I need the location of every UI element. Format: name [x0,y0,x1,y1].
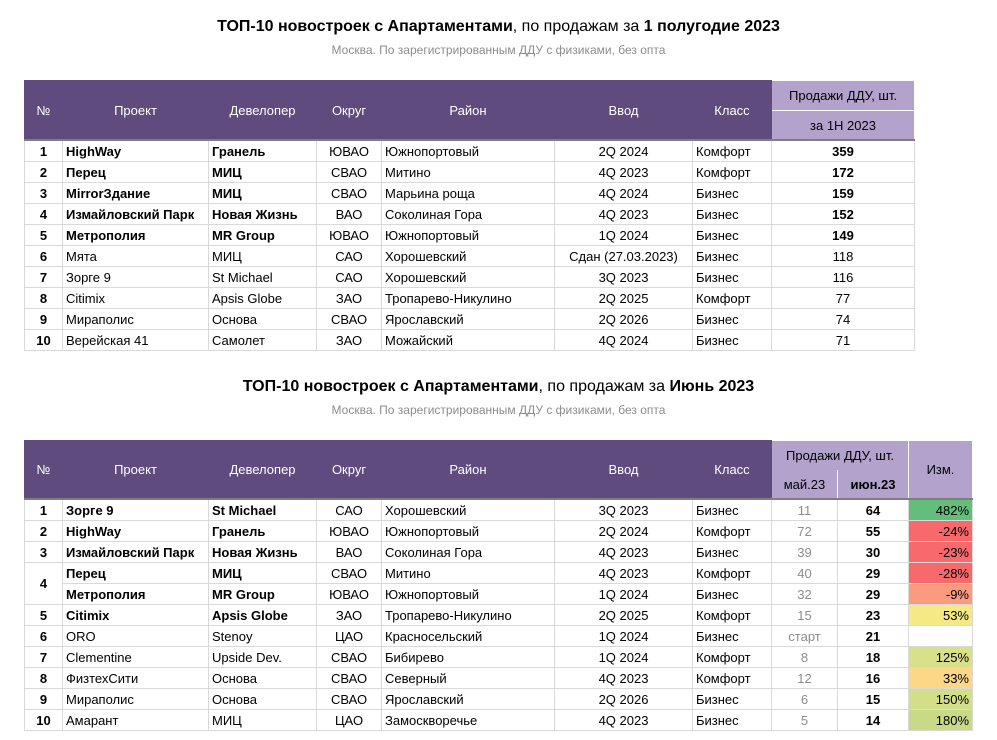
row-may-sales: 5 [772,710,838,731]
row-class: Комфорт [693,605,772,626]
row-num: 2 [25,521,63,542]
row-delivery: 4Q 2024 [555,330,693,351]
row-project: MirrorЗдание [63,183,209,204]
row-class: Бизнес [693,309,772,330]
row-area: Митино [382,563,555,584]
row-sales: 172 [772,162,915,183]
row-change: -23% [909,542,973,563]
table-row [25,542,973,563]
row-may-sales: старт [772,626,838,647]
row-delivery: 4Q 2023 [555,710,693,731]
row-sales: 77 [772,288,915,309]
row-class: Комфорт [693,162,772,183]
header-developer: Девелопер [209,441,317,500]
row-project: Измайловский Парк [63,204,209,225]
row-delivery: 4Q 2023 [555,563,693,584]
row-district: САО [317,246,382,267]
row-jun-sales: 18 [838,647,909,668]
row-district: ЦАО [317,626,382,647]
header-class: Класс [693,441,772,500]
row-delivery: 4Q 2023 [555,668,693,689]
row-project: HighWay [63,521,209,542]
row-area: Северный [382,668,555,689]
table-row [25,204,915,225]
row-area: Хорошевский [382,267,555,288]
row-developer: St Michael [209,499,317,521]
row-change: -9% [909,584,973,605]
row-area: Ярославский [382,689,555,710]
row-sales: 152 [772,204,915,225]
row-district: ВАО [317,204,382,225]
row-jun-sales: 21 [838,626,909,647]
header-district: Округ [317,81,382,141]
header-num: № [25,81,63,141]
row-may-sales: 32 [772,584,838,605]
row-may-sales: 8 [772,647,838,668]
row-class: Бизнес [693,710,772,731]
row-district: ЗАО [317,605,382,626]
header-may: май.23 [772,470,838,499]
row-area: Митино [382,162,555,183]
row-class: Комфорт [693,563,772,584]
table-row [25,668,973,689]
row-developer: Основа [209,668,317,689]
row-developer: Новая Жизнь [209,204,317,225]
row-class: Бизнес [693,542,772,563]
header-project: Проект [63,441,209,500]
header-sales: Продажи ДДУ, шт. [772,441,909,471]
table2-title: ТОП-10 новостроек с Апартаментами, по продажам за Июнь 2023 [242,378,755,395]
row-delivery: 4Q 2023 [555,542,693,563]
row-developer: Основа [209,309,317,330]
row-delivery: 2Q 2024 [555,140,693,162]
row-project: Перец [63,563,209,584]
row-developer: Гранель [209,521,317,542]
row-delivery: 1Q 2024 [555,647,693,668]
row-project: Метрополия [63,584,209,605]
table-row [25,330,915,351]
row-delivery: 1Q 2024 [555,626,693,647]
row-district: САО [317,267,382,288]
row-change [909,626,973,647]
table-row [25,605,973,626]
row-class: Бизнес [693,183,772,204]
row-delivery: 1Q 2024 [555,225,693,246]
header-delivery: Ввод [555,441,693,500]
row-class: Бизнес [693,267,772,288]
table-row [25,140,915,162]
row-class: Бизнес [693,225,772,246]
row-delivery: Сдан (27.03.2023) [555,246,693,267]
row-jun-sales: 14 [838,710,909,731]
table-row [25,288,915,309]
header-area: Район [382,441,555,500]
row-num: 10 [25,710,63,731]
row-may-sales: 40 [772,563,838,584]
row-class: Бизнес [693,499,772,521]
header-developer: Девелопер [209,81,317,141]
row-num: 6 [25,626,63,647]
row-developer: Apsis Globe [209,605,317,626]
row-class: Бизнес [693,204,772,225]
row-district: СВАО [317,183,382,204]
row-area: Можайский [382,330,555,351]
row-project: Citimix [63,605,209,626]
row-may-sales: 6 [772,689,838,710]
row-developer: MR Group [209,225,317,246]
header-sales: Продажи ДДУ, шт. [772,81,915,111]
row-area: Южнопортовый [382,521,555,542]
table2-subtitle: Москва. По зарегистрированным ДДУ с физиками, без опта [331,403,666,417]
row-district: ЮВАО [317,521,382,542]
row-jun-sales: 64 [838,499,909,521]
row-district: ЮВАО [317,584,382,605]
header-district: Округ [317,441,382,500]
row-developer: МИЦ [209,162,317,183]
table-row [25,499,973,521]
table1-title: ТОП-10 новостроек с Апартаментами, по продажам за 1 полугодие 2023 [217,18,780,35]
row-area: Соколиная Гора [382,542,555,563]
row-delivery: 4Q 2023 [555,162,693,183]
row-delivery: 1Q 2024 [555,584,693,605]
row-project: ФизтехСити [63,668,209,689]
row-delivery: 3Q 2023 [555,499,693,521]
row-area: Тропарево-Никулино [382,605,555,626]
row-developer: Новая Жизнь [209,542,317,563]
header-delivery: Ввод [555,81,693,141]
table-row [25,183,915,204]
row-project: Мираполис [63,309,209,330]
row-developer: Apsis Globe [209,288,317,309]
row-may-sales: 39 [772,542,838,563]
row-developer: МИЦ [209,183,317,204]
row-class: Бизнес [693,584,772,605]
row-district: ЦАО [317,710,382,731]
row-delivery: 4Q 2023 [555,204,693,225]
row-sales: 74 [772,309,915,330]
row-project: Зорге 9 [63,267,209,288]
row-change: 150% [909,689,973,710]
row-sales: 118 [772,246,915,267]
row-change: 180% [909,710,973,731]
table-row [25,225,915,246]
header-change: Изм. [909,441,973,500]
row-developer: Гранель [209,140,317,162]
row-project: Clementine [63,647,209,668]
row-num: 7 [25,267,63,288]
row-district: ВАО [317,542,382,563]
table-row [25,521,973,542]
row-developer: Stenoy [209,626,317,647]
table1 [24,80,915,351]
row-num: 5 [25,225,63,246]
row-project: Перец [63,162,209,183]
header-period: за 1Н 2023 [772,111,915,141]
row-may-sales: 12 [772,668,838,689]
row-area: Тропарево-Никулино [382,288,555,309]
row-area: Южнопортовый [382,140,555,162]
row-sales: 159 [772,183,915,204]
row-change: 33% [909,668,973,689]
row-delivery: 3Q 2023 [555,267,693,288]
row-delivery: 2Q 2026 [555,309,693,330]
header-jun: июн.23 [838,470,909,499]
row-delivery: 2Q 2026 [555,689,693,710]
header-class: Класс [693,81,772,141]
row-jun-sales: 55 [838,521,909,542]
row-num: 3 [25,183,63,204]
row-num: 3 [25,542,63,563]
row-jun-sales: 15 [838,689,909,710]
row-project: Метрополия [63,225,209,246]
row-jun-sales: 16 [838,668,909,689]
row-developer: St Michael [209,267,317,288]
row-num: 5 [25,605,63,626]
table-row [25,710,973,731]
row-sales: 359 [772,140,915,162]
row-district: СВАО [317,162,382,183]
row-change: 53% [909,605,973,626]
row-jun-sales: 23 [838,605,909,626]
row-may-sales: 72 [772,521,838,542]
row-change: -28% [909,563,973,584]
row-developer: Основа [209,689,317,710]
row-class: Комфорт [693,140,772,162]
row-num: 9 [25,309,63,330]
row-class: Комфорт [693,647,772,668]
row-jun-sales: 29 [838,584,909,605]
row-change: 125% [909,647,973,668]
row-class: Бизнес [693,626,772,647]
row-district: СВАО [317,668,382,689]
table2 [24,440,973,731]
row-sales: 116 [772,267,915,288]
row-project: ORO [63,626,209,647]
row-may-sales: 15 [772,605,838,626]
header-num: № [25,441,63,500]
table-row [25,563,973,584]
row-project: Измайловский Парк [63,542,209,563]
row-num: 9 [25,689,63,710]
row-district: ЮВАО [317,140,382,162]
row-developer: МИЦ [209,246,317,267]
row-class: Комфорт [693,668,772,689]
row-num: 7 [25,647,63,668]
row-district: ЗАО [317,288,382,309]
row-delivery: 2Q 2025 [555,605,693,626]
table-row [25,584,973,605]
row-district: ЗАО [317,330,382,351]
row-district: ЮВАО [317,225,382,246]
row-class: Бизнес [693,246,772,267]
row-project: Зорге 9 [63,499,209,521]
row-area: Бибирево [382,647,555,668]
row-change: -24% [909,521,973,542]
table-row [25,647,973,668]
row-district: САО [317,499,382,521]
table-row [25,626,973,647]
row-num: 10 [25,330,63,351]
table-row [25,267,915,288]
row-delivery: 2Q 2024 [555,521,693,542]
row-class: Комфорт [693,288,772,309]
row-area: Красносельский [382,626,555,647]
row-district: СВАО [317,647,382,668]
table-row [25,689,973,710]
table-row [25,162,915,183]
row-district: СВАО [317,309,382,330]
row-area: Хорошевский [382,246,555,267]
row-num: 8 [25,288,63,309]
row-project: Мираполис [63,689,209,710]
row-developer: MR Group [209,584,317,605]
row-developer: МИЦ [209,563,317,584]
header-area: Район [382,81,555,141]
row-num: 4 [25,204,63,225]
row-area: Марьина роща [382,183,555,204]
row-project: Верейская 41 [63,330,209,351]
row-class: Бизнес [693,330,772,351]
row-area: Южнопортовый [382,225,555,246]
row-project: Citimix [63,288,209,309]
row-developer: МИЦ [209,710,317,731]
row-district: СВАО [317,563,382,584]
row-class: Комфорт [693,521,772,542]
row-area: Ярославский [382,309,555,330]
row-delivery: 4Q 2024 [555,183,693,204]
row-project: Амарант [63,710,209,731]
row-num: 2 [25,162,63,183]
row-num: 1 [25,140,63,162]
row-may-sales: 11 [772,499,838,521]
row-change: 482% [909,499,973,521]
row-area: Соколиная Гора [382,204,555,225]
row-num: 6 [25,246,63,267]
row-district: СВАО [317,689,382,710]
row-jun-sales: 30 [838,542,909,563]
row-class: Бизнес [693,689,772,710]
table-row [25,246,915,267]
row-area: Южнопортовый [382,584,555,605]
row-sales: 71 [772,330,915,351]
table1-subtitle: Москва. По зарегистрированным ДДУ с физиками, без опта [331,43,666,57]
table-row [25,309,915,330]
row-area: Замоскворечье [382,710,555,731]
row-developer: Upside Dev. [209,647,317,668]
row-num: 8 [25,668,63,689]
row-project: Мята [63,246,209,267]
row-project: HighWay [63,140,209,162]
header-project: Проект [63,81,209,141]
row-jun-sales: 29 [838,563,909,584]
row-num: 4 [25,563,63,605]
row-num: 1 [25,499,63,521]
row-delivery: 2Q 2025 [555,288,693,309]
row-area: Хорошевский [382,499,555,521]
row-developer: Самолет [209,330,317,351]
row-sales: 149 [772,225,915,246]
